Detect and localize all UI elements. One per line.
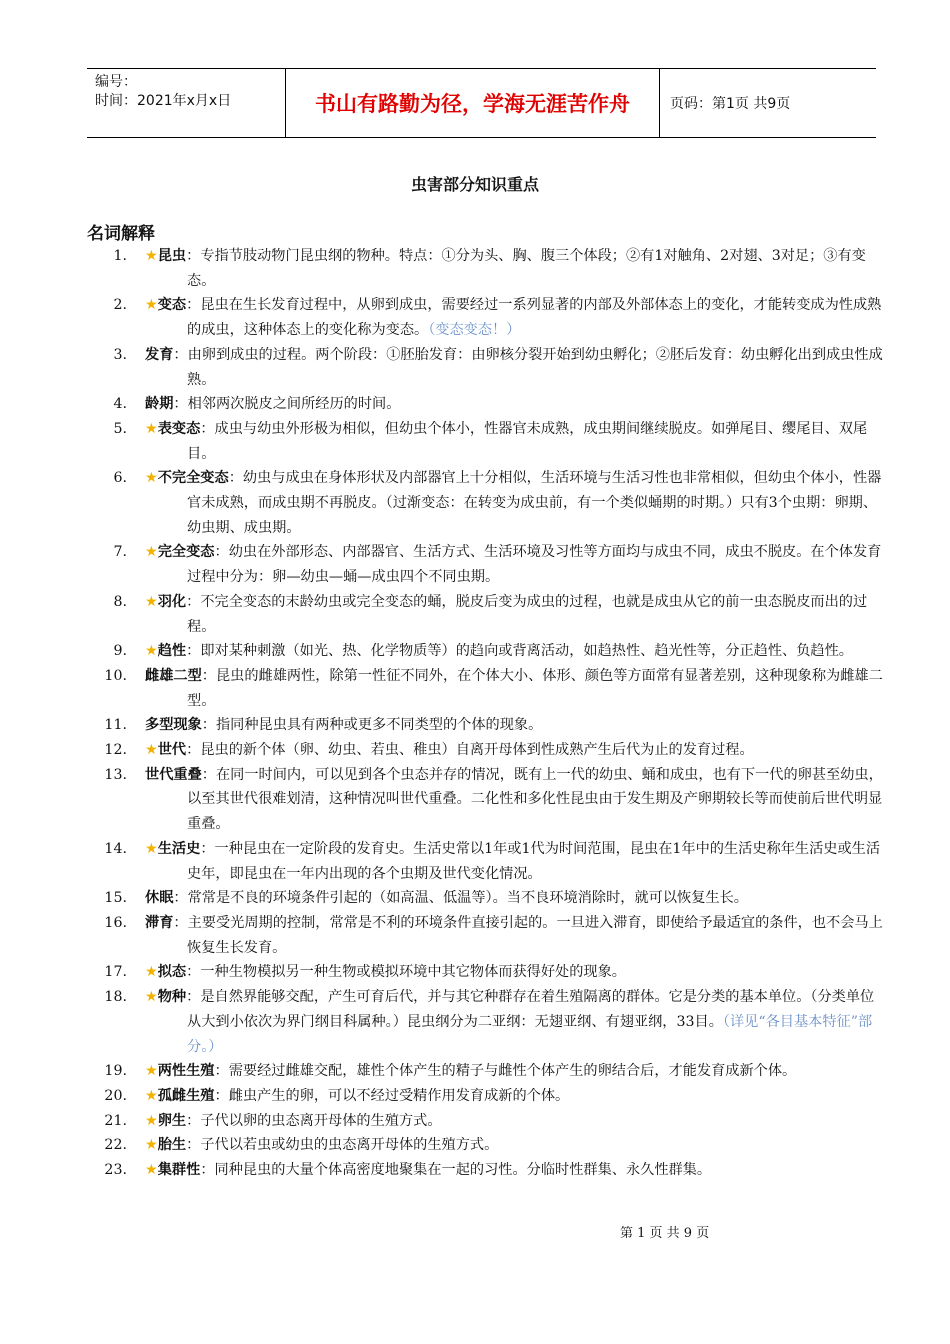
item-number: 2. bbox=[113, 297, 127, 314]
list-item bbox=[87, 664, 887, 713]
item-colon: ： bbox=[200, 1162, 215, 1179]
item-term: 世代重叠 bbox=[145, 766, 202, 783]
item-number: 11. bbox=[104, 717, 127, 734]
list-item bbox=[87, 1109, 887, 1134]
item-text: 昆虫的新个体（卵、幼虫、若虫、稚虫）自离开母体到性成熟产生后代为止的发育过程。 bbox=[200, 742, 754, 759]
list-item bbox=[87, 466, 887, 540]
term-list bbox=[87, 244, 887, 1183]
star-icon: ★ bbox=[145, 1112, 158, 1129]
item-term: 物种 bbox=[157, 989, 187, 1006]
item-term: 发育 bbox=[145, 346, 174, 363]
item-term: 卵生 bbox=[157, 1112, 187, 1129]
item-term: 变态 bbox=[157, 297, 187, 314]
item-colon: ： bbox=[186, 742, 201, 759]
item-term: 趋性 bbox=[157, 643, 187, 660]
item-number: 6. bbox=[113, 470, 127, 487]
header-motto: 书山有路勤为径，学海无涯苦作舟 bbox=[286, 69, 660, 137]
star-icon: ★ bbox=[145, 593, 158, 610]
item-colon: ： bbox=[214, 1087, 229, 1104]
item-term: 集群性 bbox=[157, 1162, 201, 1179]
item-colon: ： bbox=[214, 544, 229, 561]
item-text: 需要经过雌雄交配，雄性个体产生的精子与雌性个体产生的卵结合后，才能发育成新个体。 bbox=[228, 1063, 797, 1080]
star-icon: ★ bbox=[145, 742, 158, 759]
section-title: 名词解释 bbox=[87, 224, 155, 244]
item-text: 由卵到成虫的过程。两个阶段：①胚胎发育：由卵核分裂开始到幼虫孵化；②胚后发育：幼虫孵化出到成虫性成熟。 bbox=[187, 346, 883, 388]
item-text: 幼虫与成虫在身体形状及内部器官上十分相似，生活环境与生活习性也非常相似，但幼虫个体小，性器官未成熟，而成虫期不再脱皮。（过渐变态：在转变为成虫前，有一个类似蛹期的时期。）只有3个虫期：卵期、幼虫期、成虫期。 bbox=[187, 470, 882, 536]
item-text: 同种昆虫的大量个体高密度地聚集在一起的习性。分临时性群集、永久性群集。 bbox=[214, 1162, 712, 1179]
item-term: 表变态 bbox=[157, 420, 201, 437]
item-text: 昆虫在生长发育过程中，从卵到成虫，需要经过一系列显著的内部及外部体态上的变化，才能转变成为性成熟的成虫，这种体态上的变化称为变态。 bbox=[187, 297, 882, 339]
item-text: 不完全变态的末龄幼虫或完全变态的蛹，脱皮后变为成虫的过程，也就是成虫从它的前一虫态脱皮而出的过程。 bbox=[187, 593, 868, 635]
list-item bbox=[87, 392, 887, 417]
item-text: 一种生物模拟另一种生物或模拟环境中其它物体而获得好处的现象。 bbox=[200, 964, 626, 981]
item-term: 多型现象 bbox=[145, 717, 202, 734]
item-text: 子代以若虫或幼虫的虫态离开母体的生殖方式。 bbox=[200, 1137, 499, 1154]
item-term: 羽化 bbox=[157, 593, 187, 610]
item-text: 常常是不良的环境条件引起的（如高温、低温等）。当不良环境消除时，就可以恢复生长。 bbox=[187, 890, 748, 907]
list-item bbox=[87, 886, 887, 911]
star-icon: ★ bbox=[145, 248, 158, 264]
item-colon: ： bbox=[201, 667, 216, 684]
item-number: 16. bbox=[104, 914, 127, 931]
list-item bbox=[87, 639, 887, 664]
item-colon: ： bbox=[201, 766, 216, 783]
item-text: 主要受光周期的控制，常常是不利的环境条件直接引起的。一旦进入滞育，即使给予最适宜的条件，也不会马上恢复生长发育。 bbox=[187, 914, 883, 956]
item-colon: ： bbox=[173, 346, 188, 363]
item-text: 子代以卵的虫态离开母体的生殖方式。 bbox=[200, 1112, 442, 1129]
item-text: 专指节肢动物门昆虫纲的物种。特点：①分为头、胸、腹三个体段；②有1对触角、2对翅、3对足；③有变态。 bbox=[187, 248, 866, 289]
time-label: 时间：2021年x月x日 bbox=[95, 93, 232, 109]
item-colon: ： bbox=[200, 840, 215, 857]
item-text: 成虫与幼虫外形极为相似，但幼虫个体小，性器官未成熟，成虫期间继续脱皮。如弹尾目、缨尾目、双尾目。 bbox=[187, 420, 868, 462]
star-icon: ★ bbox=[145, 420, 158, 437]
item-term: 孤雌生殖 bbox=[157, 1087, 215, 1104]
item-term: 休眠 bbox=[145, 890, 174, 907]
item-number: 12. bbox=[104, 742, 127, 759]
item-text: 在同一时间内，可以见到各个虫态并存的情况，既有上一代的幼虫、蛹和成虫，也有下一代的卵甚至幼虫，以至其世代很难划清，这种情况叫世代重叠。二化性和多化性昆虫由于发生期及产卵期较长等而使前后世代明显重叠。 bbox=[187, 766, 883, 833]
item-term: 不完全变态 bbox=[157, 470, 229, 487]
item-number: 13. bbox=[104, 766, 127, 783]
page-footer: 第 1 页 共 9 页 bbox=[620, 1226, 710, 1241]
item-note: （变态变态！） bbox=[428, 322, 521, 339]
list-item bbox=[87, 1158, 887, 1183]
list-item bbox=[87, 985, 887, 1059]
star-icon: ★ bbox=[145, 840, 158, 857]
item-colon: ： bbox=[186, 1112, 201, 1129]
item-number: 23. bbox=[104, 1162, 127, 1179]
item-colon: ： bbox=[173, 914, 188, 931]
star-icon: ★ bbox=[145, 964, 158, 981]
header-page-label: 页码：第1页 共9页 bbox=[670, 96, 791, 112]
star-icon: ★ bbox=[145, 297, 158, 314]
item-number: 17. bbox=[104, 964, 127, 981]
item-colon: ： bbox=[186, 643, 201, 660]
item-colon: ： bbox=[186, 593, 201, 610]
item-colon: ： bbox=[186, 248, 201, 264]
item-colon: ： bbox=[186, 297, 201, 314]
list-item bbox=[87, 417, 887, 466]
item-number: 20. bbox=[104, 1087, 127, 1104]
item-term: 昆虫 bbox=[157, 248, 187, 264]
star-icon: ★ bbox=[145, 643, 158, 660]
star-icon: ★ bbox=[145, 1087, 158, 1104]
list-item bbox=[87, 837, 887, 886]
header-meta bbox=[87, 69, 286, 137]
star-icon: ★ bbox=[145, 544, 158, 561]
item-term: 生活史 bbox=[157, 840, 201, 857]
list-item bbox=[87, 1084, 887, 1109]
item-colon: ： bbox=[200, 420, 215, 437]
list-item bbox=[87, 244, 887, 293]
item-term: 胎生 bbox=[157, 1137, 187, 1154]
document-title: 虫害部分知识重点 bbox=[410, 175, 539, 194]
list-item bbox=[87, 738, 887, 763]
item-number: 14. bbox=[104, 840, 127, 857]
item-number: 15. bbox=[104, 890, 127, 907]
number-label: 编号： bbox=[95, 74, 137, 90]
item-term: 龄期 bbox=[145, 396, 174, 413]
list-item bbox=[87, 1133, 887, 1158]
item-term: 世代 bbox=[157, 742, 187, 759]
list-item bbox=[87, 911, 887, 960]
list-item bbox=[87, 960, 887, 985]
item-text: 一种昆虫在一定阶段的发育史。生活史常以1年或1代为时间范围，昆虫在1年中的生活史称年生活史或生活史年，即昆虫在一年内出现的各个虫期及世代变化情况。 bbox=[187, 840, 881, 882]
list-item bbox=[87, 713, 887, 738]
item-number: 21. bbox=[104, 1112, 127, 1129]
star-icon: ★ bbox=[145, 1137, 158, 1154]
item-number: 7. bbox=[113, 544, 127, 561]
item-number: 4. bbox=[113, 396, 127, 413]
list-item bbox=[87, 590, 887, 639]
item-term: 两性生殖 bbox=[157, 1063, 215, 1080]
item-colon: ： bbox=[186, 964, 201, 981]
item-colon: ： bbox=[214, 1063, 229, 1080]
star-icon: ★ bbox=[145, 470, 158, 487]
item-term: 拟态 bbox=[157, 964, 187, 981]
item-colon: ： bbox=[186, 989, 201, 1006]
item-term: 完全变态 bbox=[157, 544, 215, 561]
item-text: 昆虫的雌雄两性，除第一性征不同外，在个体大小、体形、颜色等方面常有显著差别，这种现象称为雌雄二型。 bbox=[187, 667, 883, 709]
item-note: （详见“各目基本特征”部分。） bbox=[187, 1013, 873, 1055]
item-text: 即对某种刺激（如光、热、化学物质等）的趋向或背离活动，如趋热性、趋光性等，分正趋性、负趋性。 bbox=[200, 643, 853, 660]
star-icon: ★ bbox=[145, 1063, 158, 1080]
list-item bbox=[87, 293, 887, 342]
item-term: 雌雄二型 bbox=[145, 667, 202, 684]
item-number: 10. bbox=[104, 667, 127, 684]
item-colon: ： bbox=[228, 470, 243, 487]
list-item bbox=[87, 1059, 887, 1084]
item-number: 18. bbox=[104, 989, 127, 1006]
item-number: 3. bbox=[113, 346, 127, 363]
page-header bbox=[87, 68, 876, 138]
list-item bbox=[87, 343, 887, 392]
item-number: 9. bbox=[113, 643, 127, 660]
item-number: 8. bbox=[113, 593, 127, 610]
item-text: 雌虫产生的卵，可以不经过受精作用发育成新的个体。 bbox=[228, 1087, 570, 1104]
item-text: 是自然界能够交配，产生可育后代，并与其它种群存在着生殖隔离的群体。它是分类的基本单位。（分类单位从大到小依次为界门纲目科属种。）昆虫纲分为二亚纲：无翅亚纲、有翅亚纲，33目。 bbox=[187, 989, 875, 1030]
star-icon: ★ bbox=[145, 1162, 158, 1179]
item-colon: ： bbox=[173, 890, 188, 907]
star-icon: ★ bbox=[145, 989, 158, 1006]
item-text: 幼虫在外部形态、内部器官、生活方式、生活环境及习性等方面均与成虫不同，成虫不脱皮。在个体发育过程中分为：卵—幼虫—蛹—成虫四个不同虫期。 bbox=[187, 544, 882, 586]
item-colon: ： bbox=[186, 1137, 201, 1154]
item-number: 5. bbox=[113, 420, 127, 437]
item-number: 22. bbox=[104, 1137, 127, 1154]
item-text: 相邻两次脱皮之间所经历的时间。 bbox=[187, 396, 401, 413]
item-text: 指同种昆虫具有两种或更多不同类型的个体的现象。 bbox=[215, 717, 543, 734]
list-item bbox=[87, 540, 887, 589]
item-colon: ： bbox=[201, 717, 216, 734]
item-term: 滞育 bbox=[145, 914, 174, 931]
item-colon: ： bbox=[173, 396, 188, 413]
list-item bbox=[87, 763, 887, 837]
item-number: 19. bbox=[104, 1063, 127, 1080]
item-number: 1. bbox=[113, 248, 127, 264]
